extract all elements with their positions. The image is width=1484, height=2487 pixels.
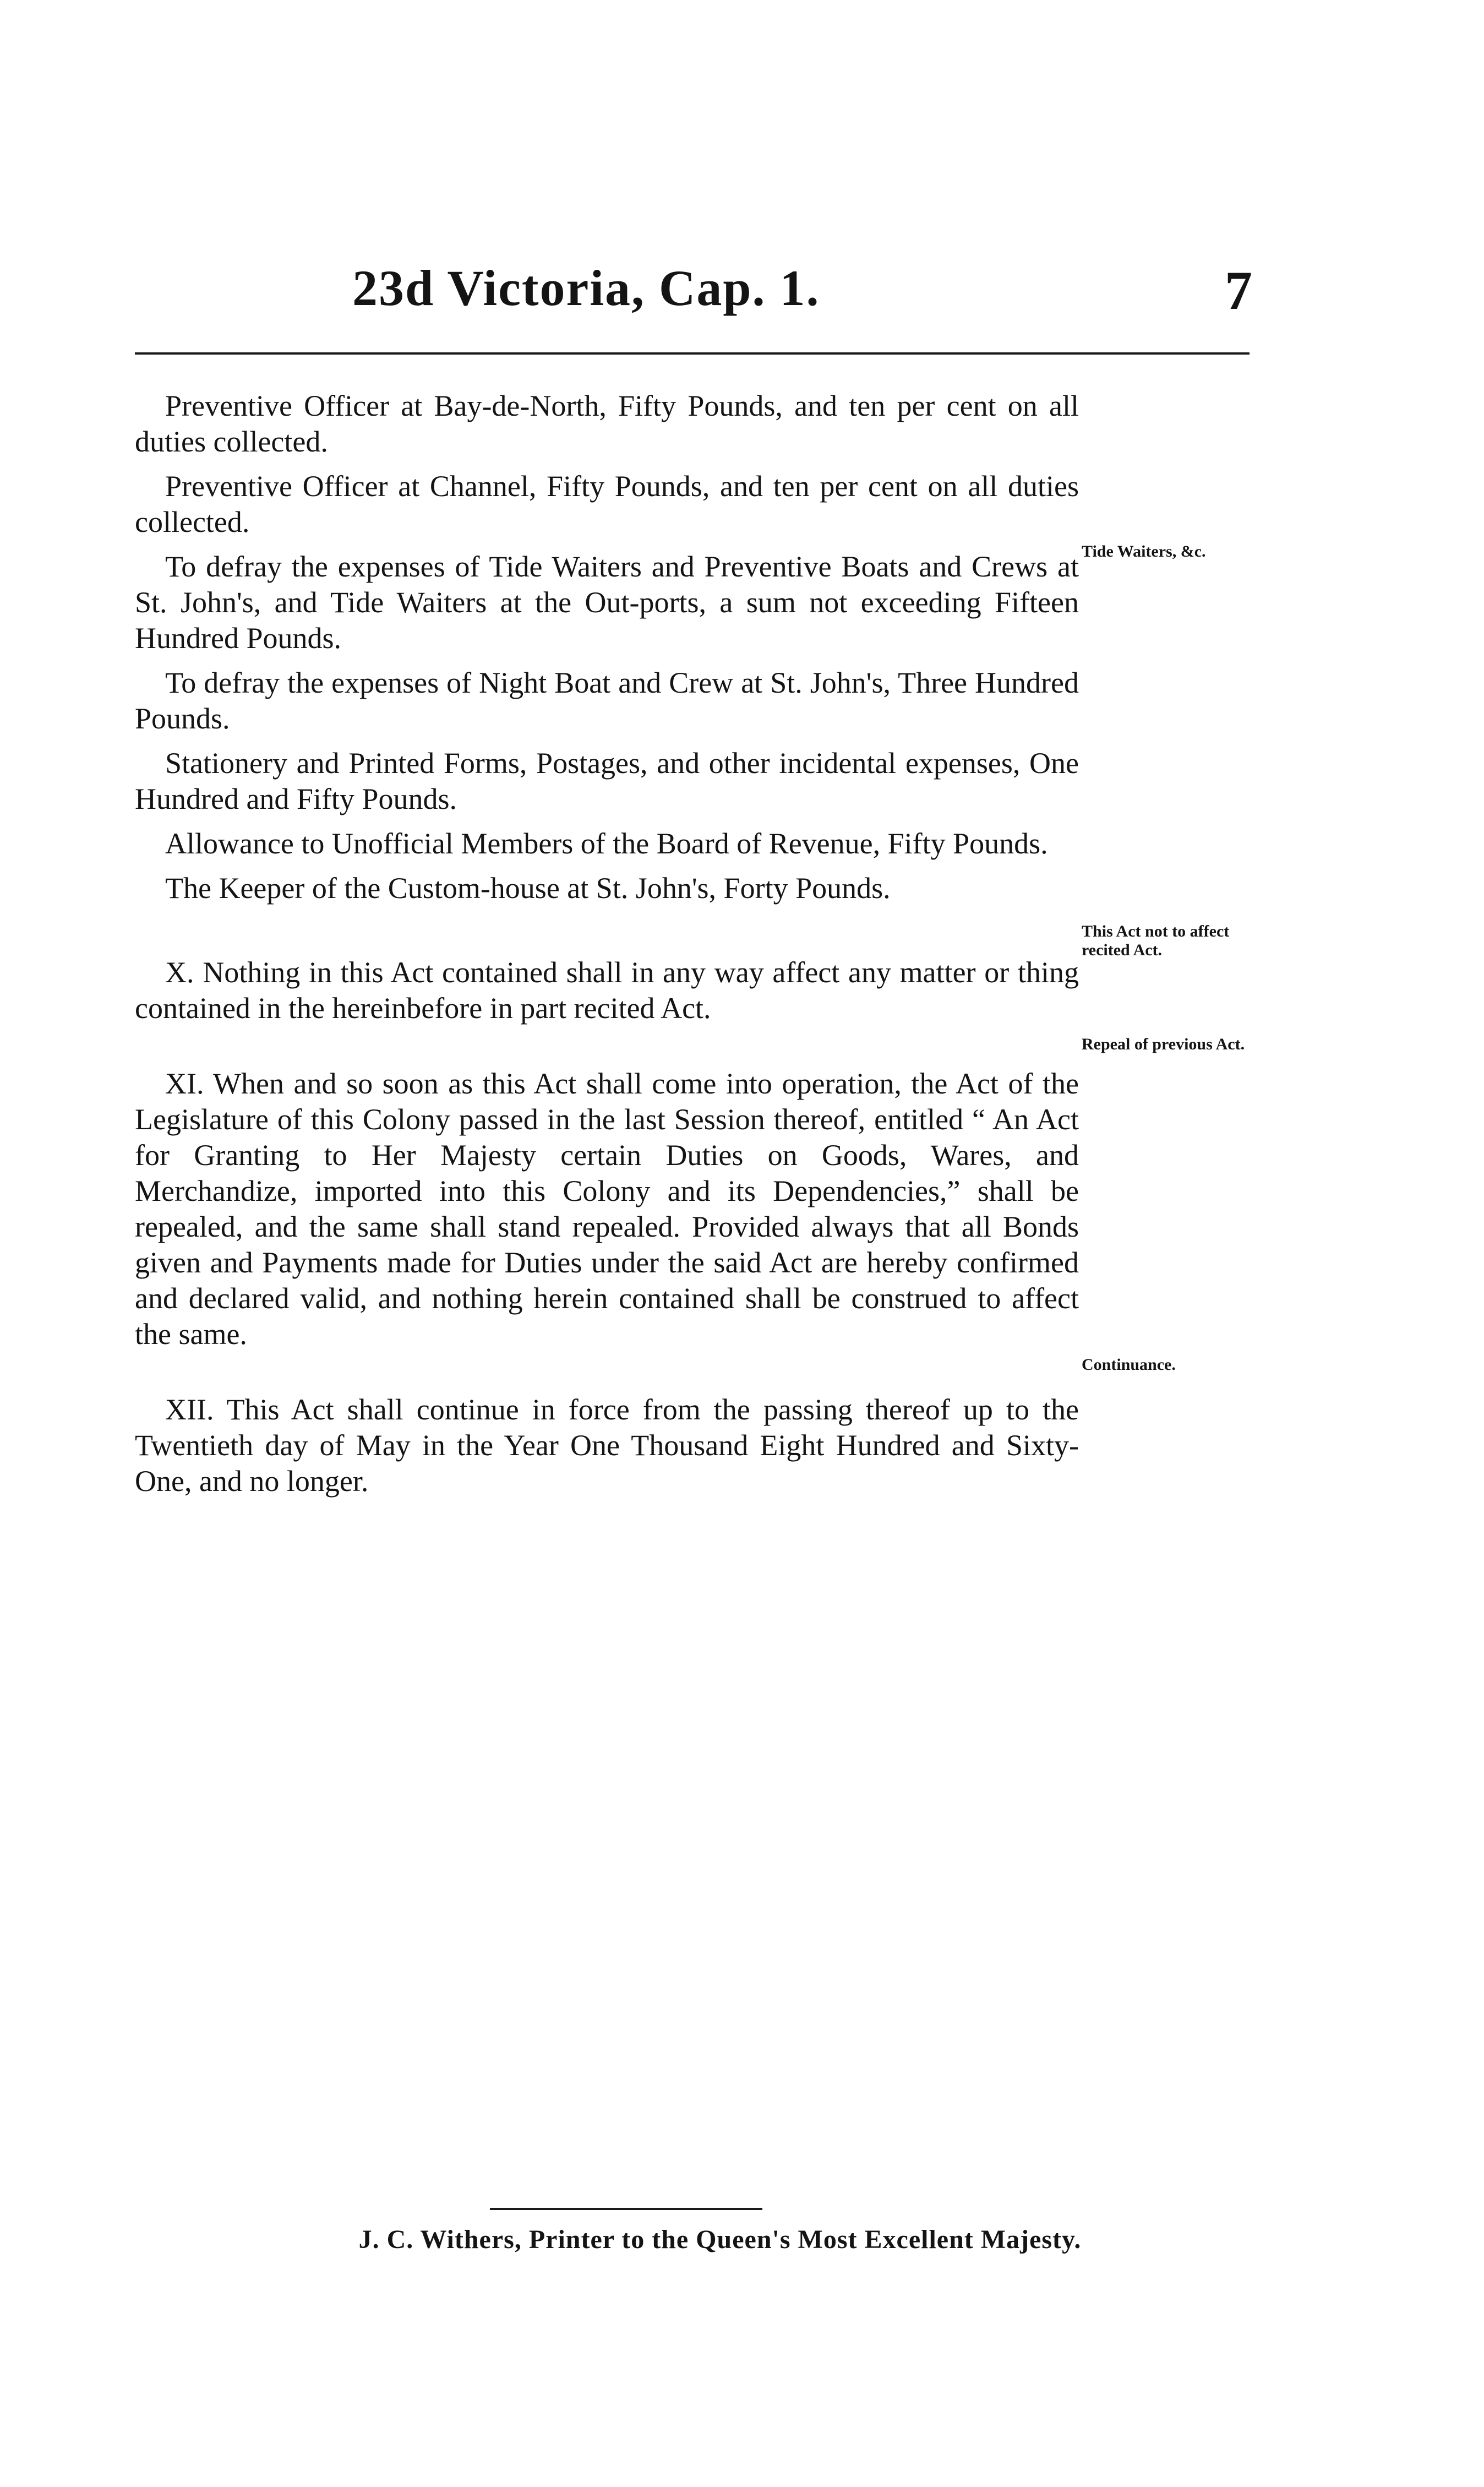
margin-note-continuance: Continuance. bbox=[1082, 1356, 1176, 1374]
footer-rule bbox=[490, 2208, 762, 2210]
margin-note-repeal: Repeal of previous Act. bbox=[1082, 1035, 1245, 1053]
page-header bbox=[0, 259, 1484, 336]
margin-note-tide-waiters: Tide Waiters, &c. bbox=[1082, 542, 1206, 560]
paragraph-channel: Preventive Officer at Channel, Fifty Pounds, and ten per cent on all duties collected. bbox=[135, 470, 1079, 538]
body-text bbox=[135, 388, 1079, 1499]
paragraph-stationery: Stationery and Printed Forms, Postages, and other incidental expenses, One Hundred and Fifty Pounds. bbox=[135, 747, 1079, 815]
section-spacer bbox=[135, 1026, 1079, 1066]
paragraph-bay-de-north: Preventive Officer at Bay-de-North, Fifty Pounds, and ten per cent on all duties collected. bbox=[135, 389, 1079, 458]
header-rule bbox=[135, 352, 1250, 355]
paragraph-night-boat: To defray the expenses of Night Boat and Crew at St. John's, Three Hundred Pounds. bbox=[135, 666, 1079, 735]
paragraph-unofficial-members: Allowance to Unofficial Members of the Board of Revenue, Fifty Pounds. bbox=[165, 827, 1048, 860]
paragraph-custom-house-keeper: The Keeper of the Custom-house at St. John's, Forty Pounds. bbox=[165, 872, 891, 905]
section-xii: XII. This Act shall continue in force from the passing thereof up to the Twentieth day of May in the Year One Thousand Eight Hundred and Sixty-One, and no longer. bbox=[135, 1393, 1079, 1498]
section-spacer bbox=[135, 915, 1079, 955]
margin-note-not-to-affect: This Act not to affect recited Act. bbox=[1082, 922, 1230, 959]
page-title: 23d Victoria, Cap. 1. bbox=[352, 260, 820, 316]
section-spacer bbox=[135, 1352, 1079, 1392]
printer-line: J. C. Withers, Printer to the Queen's Most Excellent Majesty. bbox=[358, 2225, 1082, 2254]
paragraph-tide-waiters: To defray the expenses of Tide Waiters and Preventive Boats and Crews at St. John's, and Tide Waiters at the Out-ports, a sum not exceeding Fifteen Hundred Pounds. bbox=[135, 550, 1079, 655]
section-x: X. Nothing in this Act contained shall in any way affect any matter or thing contained in the hereinbefore in part recited Act. bbox=[135, 956, 1079, 1025]
printer-imprint bbox=[0, 2224, 1484, 2255]
page-number: 7 bbox=[1225, 260, 1252, 321]
section-xi: XI. When and so soon as this Act shall come into operation, the Act of the Legislature of this Colony passed in the last Session thereof, entitled “ An Act for Granting to Her Majesty certain Duties on Goods, Wares, and Merchandize, imported into this Colony and its Dependencies,” shall be repealed, and the same shall stand repealed. Provided always that all Bonds given and Payments made for Duties under the said Act are hereby confirmed and declared valid, and nothing herein contained shall be construed to affect the same. bbox=[135, 1067, 1079, 1351]
